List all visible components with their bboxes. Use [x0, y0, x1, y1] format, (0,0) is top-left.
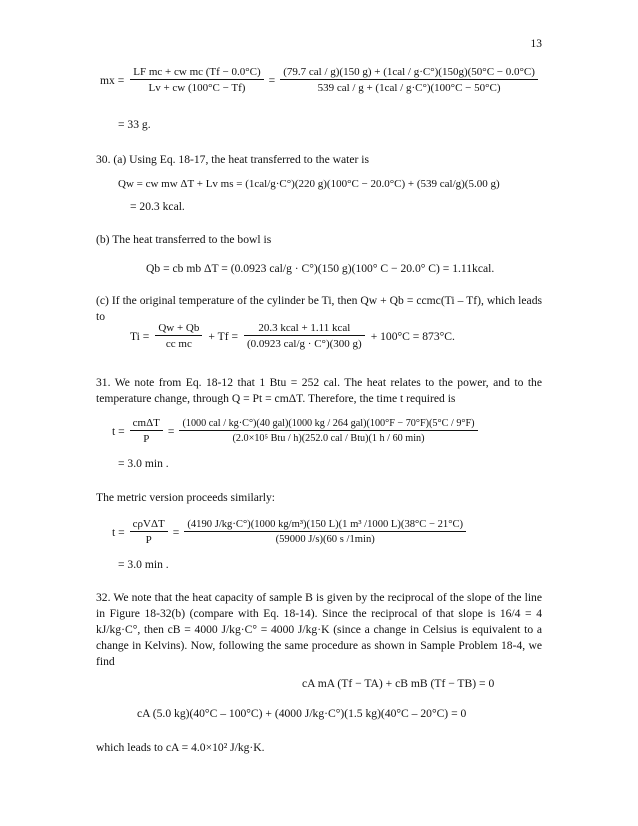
eq-qw-line1: Qw = cw mw ΔT + Lv ms = (1cal/g·C°)(220 g)(100°C − 20.0°C) + (539 cal/g)(5.00 g)	[118, 178, 500, 190]
eq-t2-frac2-den: (59000 J/s)(60 s /1min)	[275, 534, 375, 545]
eq-t2-fraction-2	[184, 519, 466, 545]
equation-t2	[112, 518, 466, 546]
paragraph-30b: (b) The heat transferred to the bowl is	[96, 233, 272, 246]
eq-t1-fraction-1	[130, 417, 163, 445]
eq-ti-frac2-den: (0.0923 cal/g · C°)(300 g)	[247, 338, 362, 350]
eq-mx-frac2-num: (79.7 cal / g)(150 g) + (1cal / g·C°)(150g)(50°C − 0.0°C)	[280, 66, 538, 80]
paragraph-metric: The metric version proceeds similarly:	[96, 491, 276, 504]
eq-ti-lhs: Ti =	[130, 329, 150, 343]
eq-mx-frac1-num: LF mc + cw mc (Tf − 0.0°C)	[130, 66, 263, 80]
equation-ti	[130, 322, 455, 350]
paragraph-30a: 30. (a) Using Eq. 18-17, the heat transferred to the water is	[96, 153, 370, 166]
eq-mx-fraction-1	[130, 66, 263, 94]
eq-t2-frac1-num: cρVΔT	[130, 518, 168, 532]
eq-t2-lhs: t =	[112, 525, 125, 539]
paragraph-32-conclusion: which leads to cA = 4.0×10² J/kg·K.	[96, 741, 265, 754]
eq-ti-fraction-1	[155, 322, 202, 350]
eq-t1-frac1-den: P	[143, 433, 150, 445]
eq-mx-frac2-den: 539 cal / g + (1cal / g·C°)(100°C − 50°C)	[317, 82, 501, 94]
eq-t1-result: = 3.0 min .	[118, 457, 169, 470]
eq-qw-line2: = 20.3 kcal.	[130, 200, 185, 213]
page-number: 13	[530, 38, 542, 50]
eq-ti-frac1-num: Qw + Qb	[155, 322, 202, 336]
eq-t2-equals: =	[172, 525, 180, 539]
eq-t1-frac2-den: (2.0×10⁵ Btu / h)(252.0 cal / Btu)(1 h / 60 min)	[232, 433, 425, 444]
eq-t1-frac1-num: cmΔT	[130, 417, 163, 431]
paragraph-32: 32. We note that the heat capacity of sample B is given by the reciprocal of the slope of the line in Figure 18-32(b) (compare with Eq. 18-14). Since the reciprocal of that slope is 16/4 = 4 kJ/kg·C°, then cB = 4000 J/kg·C° = 4000 J/kg·K (since a change in Celsius is equivalent to a change in Kelvins). Now, following the same procedure as shown in Sample Problem 18-4, we find	[96, 591, 542, 668]
eq-t1-lhs: t =	[112, 424, 125, 438]
eq-t1-fraction-2	[179, 418, 477, 444]
equation-mx	[100, 66, 538, 94]
eq-mx-lhs: mx =	[100, 73, 125, 87]
eq-t1-equals: =	[167, 424, 175, 438]
eq-t2-fraction-1	[130, 518, 168, 546]
eq-mx-result: = 33 g.	[118, 118, 151, 131]
eq-ti-frac2-num: 20.3 kcal + 1.11 kcal	[244, 322, 365, 336]
eq-t2-result: = 3.0 min .	[118, 558, 169, 571]
paragraph-30c: (c) If the original temperature of the cylinder be Ti, then Qw + Qb = ccmc(Ti – Tf), which leads to	[96, 294, 542, 323]
eq-mx-equals: =	[268, 73, 276, 87]
eq-32a: cA mA (Tf − TA) + cB mB (Tf − TB) = 0	[302, 677, 495, 690]
eq-ti-mid: + Tf =	[208, 329, 238, 343]
eq-qb: Qb = cb mb ΔT = (0.0923 cal/g · C°)(150 g)(100° C − 20.0° C) = 1.11kcal.	[146, 262, 495, 275]
eq-ti-fraction-2	[244, 322, 365, 350]
eq-mx-frac1-den: Lv + cw (100°C − Tf)	[148, 82, 246, 94]
paragraph-31: 31. We note from Eq. 18-12 that 1 Btu = 252 cal. The heat relates to the power, and to the temperature change, through Q = Pt = cmΔT. Therefore, the time t required is	[96, 376, 542, 405]
equation-t1	[112, 417, 478, 445]
eq-ti-rhs: + 100°C = 873°C.	[370, 329, 455, 343]
eq-t1-frac2-num: (1000 cal / kg·C°)(40 gal)(1000 kg / 264 gal)(100°F − 70°F)(5°C / 9°F)	[179, 418, 477, 431]
eq-t2-frac1-den: P	[145, 534, 152, 546]
eq-ti-frac1-den: cc mc	[165, 338, 192, 350]
eq-mx-fraction-2	[280, 66, 538, 94]
eq-32b: cA (5.0 kg)(40°C – 100°C) + (4000 J/kg·C°)(1.5 kg)(40°C – 20°C) = 0	[137, 707, 467, 720]
eq-t2-frac2-num: (4190 J/kg·C°)(1000 kg/m³)(150 L)(1 m³ /1000 L)(38°C − 21°C)	[184, 519, 466, 532]
